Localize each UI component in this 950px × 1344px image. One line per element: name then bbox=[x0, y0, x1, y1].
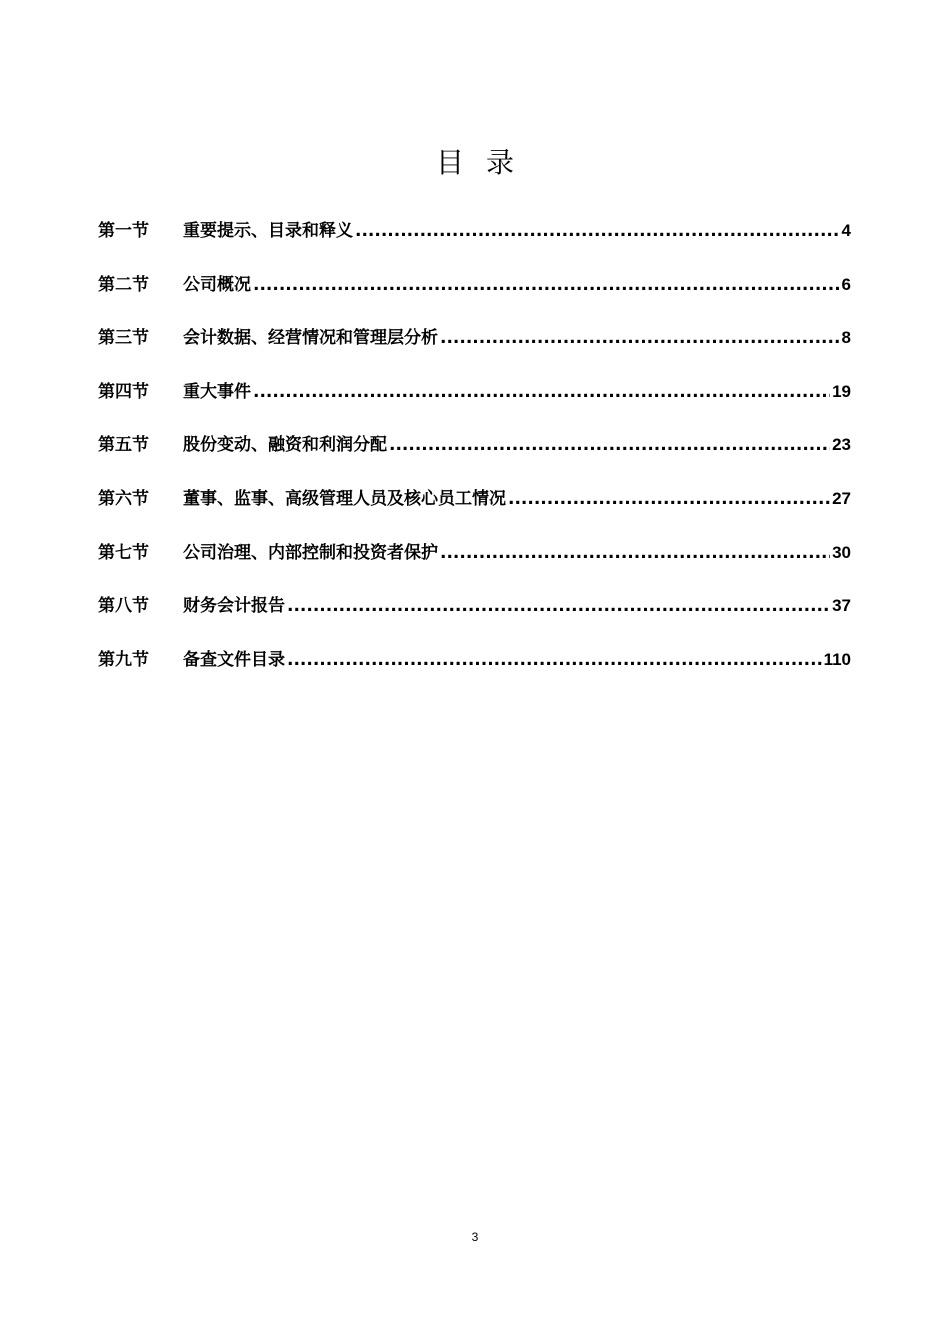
toc-entry-6[interactable] bbox=[98, 482, 851, 536]
toc-page-number: 6 bbox=[841, 274, 851, 294]
toc-page-number: 30 bbox=[832, 542, 851, 562]
page-title: 目录 bbox=[435, 146, 536, 179]
page-footer-number: 3 bbox=[471, 1230, 479, 1244]
toc-entry-title: 重大事件 bbox=[183, 381, 251, 402]
toc-page-number: 4 bbox=[841, 221, 851, 240]
toc-entry-1[interactable] bbox=[98, 214, 851, 268]
toc-section-label: 第四节 bbox=[98, 381, 149, 402]
toc-entry-5[interactable] bbox=[98, 428, 851, 482]
toc-entry-title: 备查文件目录 bbox=[183, 649, 285, 670]
toc-entry-3[interactable] bbox=[98, 321, 851, 375]
toc-entry-9[interactable] bbox=[98, 643, 851, 697]
toc-section-label: 第七节 bbox=[98, 542, 149, 563]
toc-dot-leader bbox=[253, 268, 840, 302]
toc-section-label: 第一节 bbox=[98, 221, 149, 241]
table-of-contents bbox=[98, 214, 851, 696]
toc-entry-title: 会计数据、经营情况和管理层分析 bbox=[183, 328, 438, 349]
toc-dot-leader bbox=[287, 589, 830, 623]
toc-page-number: 23 bbox=[832, 435, 851, 455]
toc-dot-leader bbox=[440, 536, 830, 570]
toc-page-number: 8 bbox=[841, 328, 851, 348]
toc-section-label: 第二节 bbox=[98, 274, 149, 295]
toc-page-number: 110 bbox=[823, 649, 851, 669]
toc-entry-title: 董事、监事、高级管理人员及核心员工情况 bbox=[183, 488, 506, 509]
toc-dot-leader bbox=[253, 375, 830, 409]
toc-entry-2[interactable] bbox=[98, 268, 851, 322]
toc-entry-title: 重要提示、目录和释义 bbox=[183, 221, 353, 241]
toc-entry-title: 公司治理、内部控制和投资者保护 bbox=[183, 542, 438, 563]
toc-dot-leader bbox=[355, 214, 840, 248]
toc-entry-7[interactable] bbox=[98, 536, 851, 590]
toc-dot-leader bbox=[440, 321, 840, 355]
toc-page-number: 27 bbox=[832, 488, 851, 508]
toc-entry-8[interactable] bbox=[98, 589, 851, 643]
toc-entry-title: 财务会计报告 bbox=[183, 596, 285, 617]
toc-section-label: 第八节 bbox=[98, 596, 149, 617]
toc-section-label: 第九节 bbox=[98, 649, 149, 670]
toc-section-label: 第五节 bbox=[98, 435, 149, 456]
toc-page-number: 37 bbox=[832, 596, 851, 616]
toc-dot-leader bbox=[287, 643, 822, 677]
toc-dot-leader bbox=[389, 428, 830, 462]
toc-entry-title: 公司概况 bbox=[183, 274, 251, 295]
toc-entry-title: 股份变动、融资和利润分配 bbox=[183, 435, 387, 456]
toc-section-label: 第三节 bbox=[98, 328, 149, 349]
toc-section-label: 第六节 bbox=[98, 488, 149, 509]
toc-page-number: 19 bbox=[832, 381, 851, 401]
toc-dot-leader bbox=[508, 482, 830, 516]
toc-entry-4[interactable] bbox=[98, 375, 851, 429]
